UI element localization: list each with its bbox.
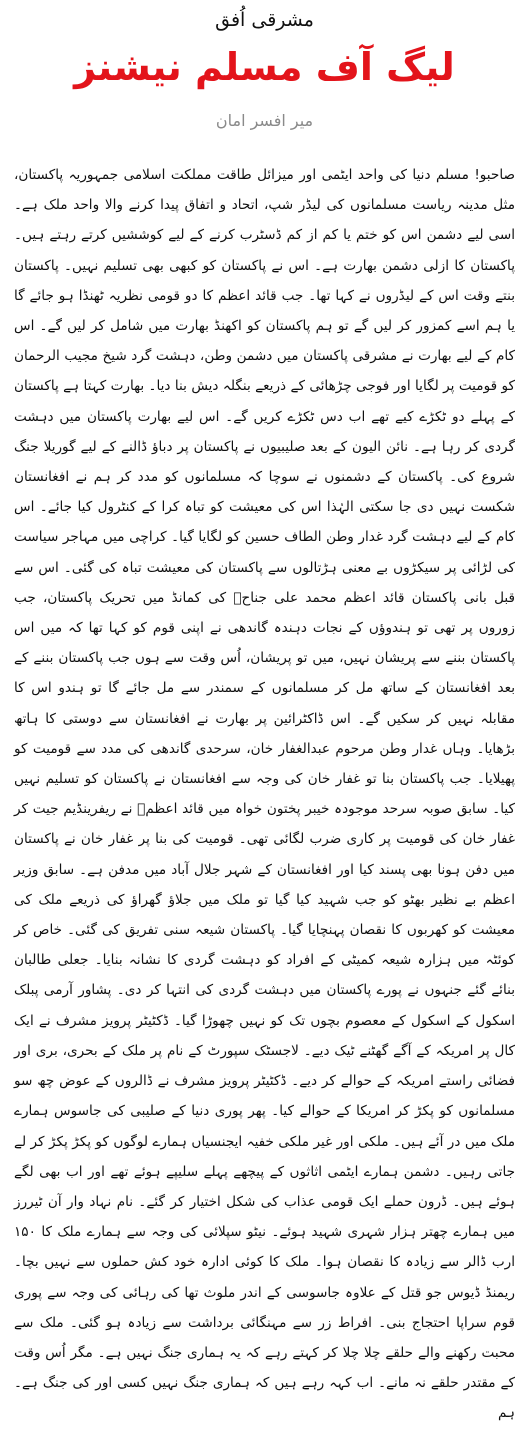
author-byline: میر افسر امان xyxy=(215,111,314,130)
column-kicker: مشرقی اُفق xyxy=(215,9,314,31)
article-body xyxy=(14,160,515,1429)
column-headline: لیگ آف مسلم نیشنز xyxy=(74,45,455,89)
article-paragraph: صاحبو! مسلم دنیا کی واحد ایٹمی اور میزائل طاقت مملکت اسلامی جمہوریہ پاکستان، مثل مدینہ ریاست مسلمانوں کی لیڈر شپ، اتحاد و اتفاق پیدا کرنے والا واحد ملک ہے۔ اسی لیے دشمن اس کو ختم یا کم از کم ڈسٹرب کرنے کے لیے کوششیں کرتے رہتے ہیں۔ پاکستان کا ازلی دشمن بھارت ہے۔ اس نے پاکستان کو کبھی بھی تسلیم نہیں۔ پاکستان بنتے وقت اس کے لیڈروں نے کہا تھا۔ جب قائد اعظم کا دو قومی نظریہ ٹھنڈا ہو جائے گا یا ہم اسے کمزور کر لیں گے تو ہم پاکستان کو اکھنڈ بھارت میں شامل کر لیں گے۔ اس کام کے لیے بھارت نے مشرقی پاکستان میں دشمن وطن، دہشت گرد شیخ مجیب الرحمان کو قومیت پر لگایا اور فوجی چڑھائی کے ذریعے بنگلہ دیش بنا دیا۔ بھارت کہتا ہے پاکستان کے پہلے دو ٹکڑے کیے تھے اب دس ٹکڑے کریں گے۔ اس لیے بھارت پاکستان میں دہشت گردی کر رہا ہے۔ نائن الیون کے بعد صلیبیوں نے پاکستان پر دباؤ ڈالنے کے لیے گوریلا جنگ شروع کی۔ پاکستان کے دشمنوں نے سوچا کہ مسلمانوں کو مدد کر ہم نے افغانستان شکست نہیں دی جا سکتی الہٰذا اس کی معیشت کو تباہ کرا کے کنٹرول کیا جائے۔ اس کام کے لیے دہشت گرد غدار وطن الطاف حسین کو لگایا گیا۔ کراچی میں مہاجر سیاست کی لڑائی پر سیکڑوں بے معنی ہڑتالوں سے پاکستان کی معیشت تباہ کی گئی۔ اس سے قبل بانی پاکستان قائد اعظم محمد علی جناحؒ کی کمانڈ میں تحریک پاکستان، جب زوروں پر تھی تو ہندوؤں کے نجات دہندہ گاندھی نے اپنی قوم کو کہا تھا کہ میں اس پاکستان بننے سے پریشان نہیں، میں تو پریشان، اُس وقت سے ہوں جب پاکستان بننے کے بعد افغانستان کے ساتھ مل کر مسلمانوں کے سمندر سے مل جائے گا تو ہندو اس کا مقابلہ نہیں کر سکیں گے۔ اس ڈاکٹرائین پر بھارت نے افغانستان سے دوستی کا ہاتھ بڑھایا۔ وہاں غدار وطن مرحوم عبدالغفار خان، سرحدی گاندھی کی مدد سے قومیت کو پھیلایا۔ جب پاکستان بنا تو غفار خان کی وجہ سے افغانستان نے پاکستان کو تسلیم نہیں کیا۔ سابق صوبہ سرحد موجودہ خیبر پختون خواہ میں قائد اعظمؒ نے ریفرینڈیم جیت کر غفار خان کی قومیت پر کاری ضرب لگائی تھی۔ قومیت کی بنا پر غفار خان نے پاکستان میں دفن ہونا بھی پسند کیا اور افغانستان کے شہر جلال آباد میں مدفن ہے۔ سابق وزیر اعظم بے نظیر بھٹو کو جب شہید کیا گیا تو ملک میں جلاؤ گھراؤ کی ذریعے ملک کی معیشت کو کھربوں کا نقصان پہنچایا گیا۔ پاکستان شیعہ سنی تفریق کی گئی۔ خاص کر کوئٹہ میں ہزارہ شیعہ کمیٹی کے افراد کو دہشت گردی کا نشانہ بنایا۔ جعلی طالبان بنائے گئے جنہوں نے پورے پاکستان میں دہشت گردی کی انتہا کر دی۔ پشاور آرمی پبلک اسکول کے اسکول کے معصوم بچوں تک کو نہیں چھوڑا گیا۔ ڈکٹیٹر پرویز مشرف نے ایک کال پر امریکہ کے آگے گھٹنے ٹیک دیے۔ لاجسٹک سپورٹ کے نام پر ملک کے بحری، بری اور فضائی راستے امریکہ کے حوالے کر دیے۔ ڈکٹیٹر پرویز مشرف نے ڈالروں کے عوض چھ سو مسلمانوں کو پکڑ کر امریکا کے حوالے کیا۔ پھر پوری دنیا کے صلیبی کی جاسوس ہمارے ملک میں در آئے ہیں۔ ملکی اور غیر ملکی خفیہ ایجنسیاں ہمارے لوگوں کو پکڑ پکڑ کر لے جاتی رہیں۔ دشمن ہمارے ایٹمی اثاثوں کے پیچھے پہلے سلیپے ہوئے تھے اور اب بھی لگے ہوئے ہیں۔ ڈرون حملے ایک قومی عذاب کی شکل اختیار کر گئے۔ نام نہاد وار آن ٹیررز میں ہمارے چھتر ہزار شہری شہید ہوئے۔ نیٹو سپلائی کی وجہ سے ہمارے ملک کا ۱۵۰ ارب ڈالر سے زیادہ کا نقصان ہوا۔ ملک کا کوئی ادارہ خود کش حملوں سے نہیں بچا۔ ریمنڈ ڈیوس جو قتل کے علاوہ جاسوسی کے اندر ملوث تھا کی رہائی کی وجہ سے پوری قوم سراپا احتجاج بنی۔ افراط زر سے مہنگائی برداشت سے زیادہ ہو گئی۔ ملک سے محبت رکھنے والے حلقے چلا چلا کر کہتے رہے کہ یہ ہماری جنگ نہیں ہے۔ مگر اُس وقت کے مقتدر حلقے نہ مانے۔ اب کہہ رہے ہیں کہ ہماری جنگ نہیں کسی اور کی جنگ ہے۔ ہم xyxy=(14,167,515,1422)
